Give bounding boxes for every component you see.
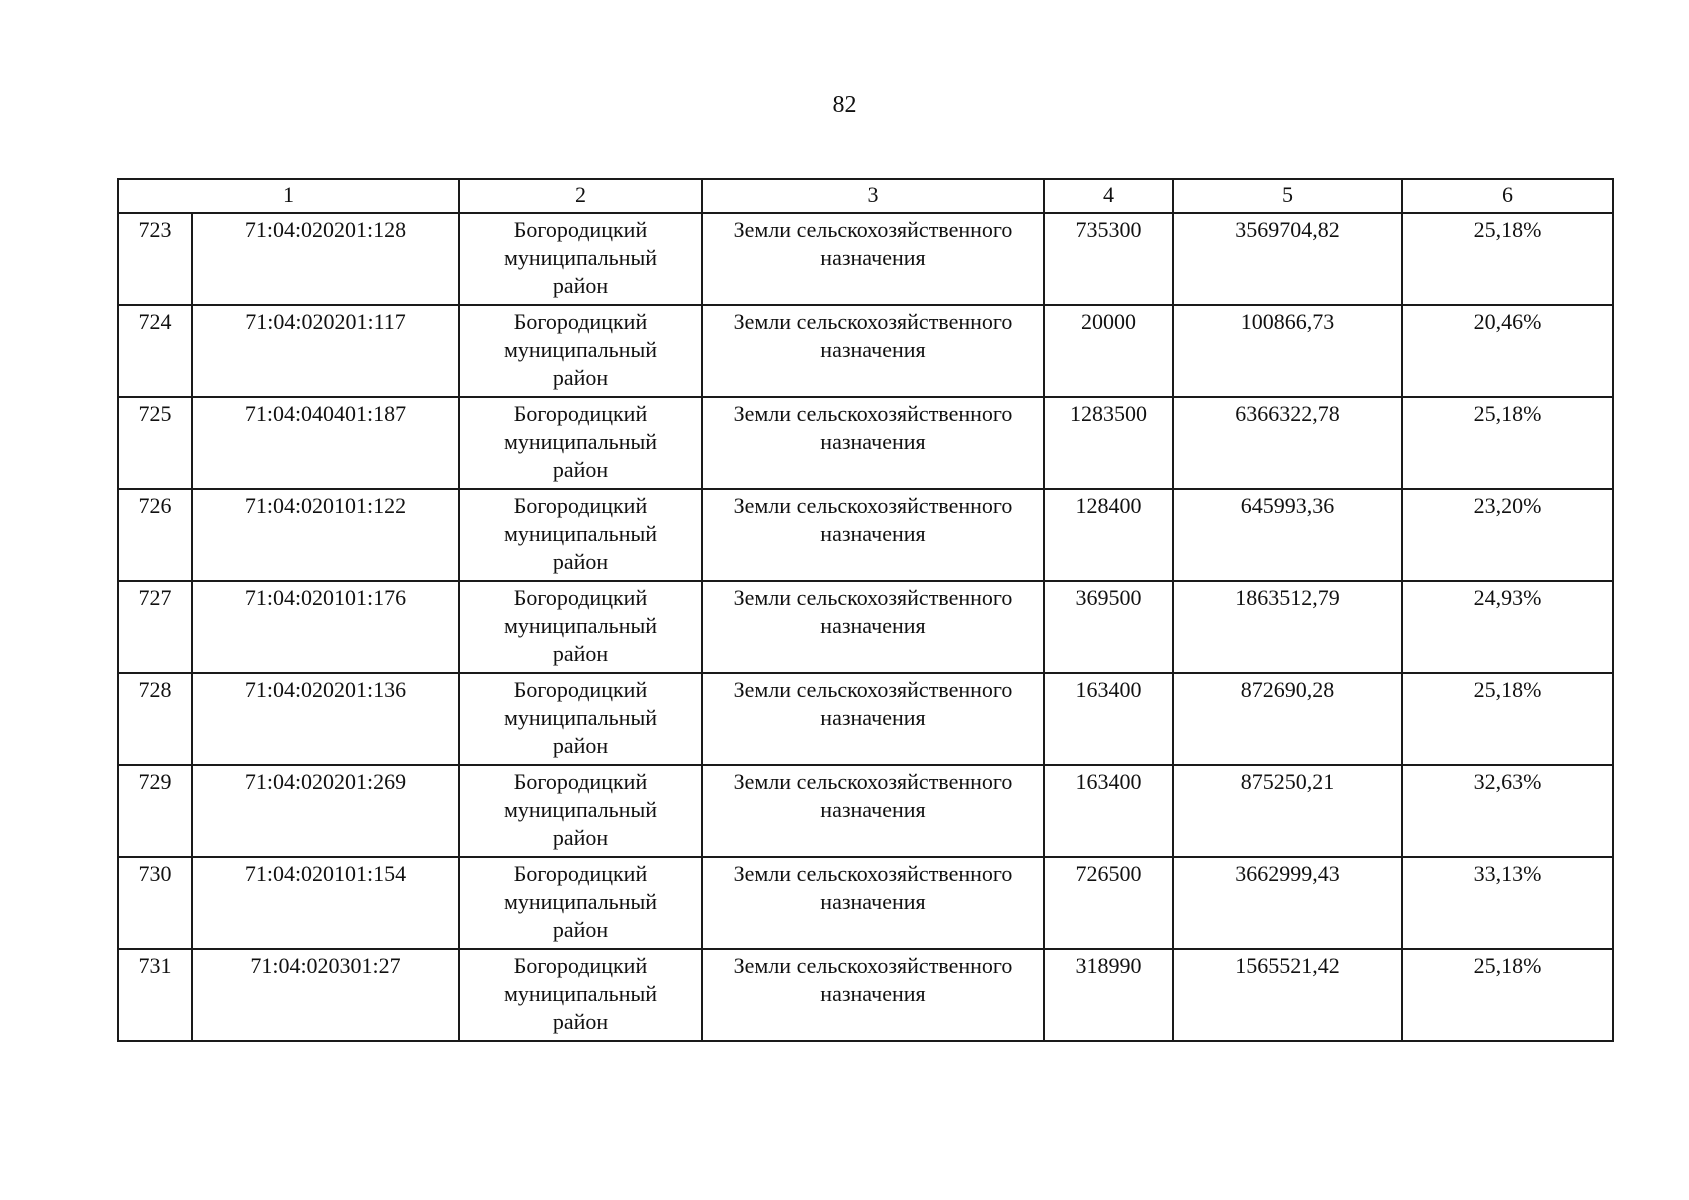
category-line: назначения bbox=[820, 429, 926, 454]
category-line: Земли сельскохозяйственного bbox=[733, 769, 1013, 794]
land-area: 369500 bbox=[1044, 581, 1173, 673]
cadastral-number: 71:04:020101:122 bbox=[192, 489, 459, 581]
district-line: муниципальный bbox=[503, 337, 658, 362]
district-line: муниципальный bbox=[503, 981, 658, 1006]
district-name bbox=[459, 305, 702, 397]
district-line: район bbox=[552, 365, 609, 390]
district-line: район bbox=[552, 457, 609, 482]
table-row bbox=[118, 581, 1613, 673]
land-category bbox=[702, 305, 1044, 397]
row-number: 725 bbox=[118, 397, 192, 489]
land-category bbox=[702, 673, 1044, 765]
category-line: Земли сельскохозяйственного bbox=[733, 309, 1013, 334]
category-line: Земли сельскохозяйственного bbox=[733, 861, 1013, 886]
land-category bbox=[702, 489, 1044, 581]
cadastral-value: 645993,36 bbox=[1173, 489, 1402, 581]
category-line: назначения bbox=[820, 797, 926, 822]
land-category bbox=[702, 765, 1044, 857]
row-number: 731 bbox=[118, 949, 192, 1041]
cadastral-number: 71:04:020201:128 bbox=[192, 213, 459, 305]
category-line: Земли сельскохозяйственного bbox=[733, 585, 1013, 610]
table-header bbox=[118, 179, 1613, 213]
district-line: район bbox=[552, 273, 609, 298]
percentage: 25,18% bbox=[1402, 213, 1613, 305]
header-col-1: 1 bbox=[118, 179, 459, 213]
district-line: муниципальный bbox=[503, 429, 658, 454]
table-row bbox=[118, 857, 1613, 949]
district-line: Богородицкий bbox=[513, 585, 648, 610]
header-col-5: 5 bbox=[1173, 179, 1402, 213]
cadastral-number: 71:04:020101:154 bbox=[192, 857, 459, 949]
category-line: Земли сельскохозяйственного bbox=[733, 217, 1013, 242]
district-line: муниципальный bbox=[503, 889, 658, 914]
header-col-4: 4 bbox=[1044, 179, 1173, 213]
district-line: район bbox=[552, 641, 609, 666]
category-line: Земли сельскохозяйственного bbox=[733, 677, 1013, 702]
district-name bbox=[459, 213, 702, 305]
table-row bbox=[118, 489, 1613, 581]
land-area: 163400 bbox=[1044, 765, 1173, 857]
district-line: район bbox=[552, 825, 609, 850]
land-registry-table bbox=[117, 178, 1614, 1042]
row-number: 723 bbox=[118, 213, 192, 305]
district-line: муниципальный bbox=[503, 705, 658, 730]
district-line: муниципальный bbox=[503, 797, 658, 822]
district-name bbox=[459, 581, 702, 673]
land-area: 726500 bbox=[1044, 857, 1173, 949]
land-category bbox=[702, 397, 1044, 489]
percentage: 25,18% bbox=[1402, 673, 1613, 765]
percentage: 33,13% bbox=[1402, 857, 1613, 949]
category-line: назначения bbox=[820, 521, 926, 546]
district-line: Богородицкий bbox=[513, 493, 648, 518]
land-category bbox=[702, 581, 1044, 673]
district-line: Богородицкий bbox=[513, 861, 648, 886]
row-number: 730 bbox=[118, 857, 192, 949]
district-line: район bbox=[552, 917, 609, 942]
land-category bbox=[702, 949, 1044, 1041]
row-number: 727 bbox=[118, 581, 192, 673]
land-area: 20000 bbox=[1044, 305, 1173, 397]
category-line: назначения bbox=[820, 705, 926, 730]
land-area: 163400 bbox=[1044, 673, 1173, 765]
district-line: Богородицкий bbox=[513, 769, 648, 794]
table-row bbox=[118, 397, 1613, 489]
district-name bbox=[459, 949, 702, 1041]
page-number: 82 bbox=[832, 92, 857, 118]
land-category bbox=[702, 857, 1044, 949]
percentage: 32,63% bbox=[1402, 765, 1613, 857]
category-line: назначения bbox=[820, 245, 926, 270]
cadastral-number: 71:04:020201:136 bbox=[192, 673, 459, 765]
district-line: Богородицкий bbox=[513, 677, 648, 702]
row-number: 728 bbox=[118, 673, 192, 765]
table-body bbox=[118, 213, 1613, 1041]
cadastral-value: 3662999,43 bbox=[1173, 857, 1402, 949]
category-line: назначения bbox=[820, 613, 926, 638]
land-area: 1283500 bbox=[1044, 397, 1173, 489]
percentage: 24,93% bbox=[1402, 581, 1613, 673]
table-row bbox=[118, 765, 1613, 857]
cadastral-number: 71:04:020201:269 bbox=[192, 765, 459, 857]
header-col-3: 3 bbox=[702, 179, 1044, 213]
district-line: Богородицкий bbox=[513, 309, 648, 334]
cadastral-value: 3569704,82 bbox=[1173, 213, 1402, 305]
district-line: район bbox=[552, 549, 609, 574]
table-row bbox=[118, 673, 1613, 765]
row-number: 724 bbox=[118, 305, 192, 397]
cadastral-value: 100866,73 bbox=[1173, 305, 1402, 397]
table-row bbox=[118, 213, 1613, 305]
percentage: 23,20% bbox=[1402, 489, 1613, 581]
category-line: Земли сельскохозяйственного bbox=[733, 953, 1013, 978]
land-category bbox=[702, 213, 1044, 305]
district-name bbox=[459, 765, 702, 857]
category-line: назначения bbox=[820, 337, 926, 362]
district-line: муниципальный bbox=[503, 521, 658, 546]
district-line: Богородицкий bbox=[513, 953, 648, 978]
percentage: 20,46% bbox=[1402, 305, 1613, 397]
district-line: муниципальный bbox=[503, 245, 658, 270]
header-col-2: 2 bbox=[459, 179, 702, 213]
header-col-6: 6 bbox=[1402, 179, 1613, 213]
cadastral-number: 71:04:020301:27 bbox=[192, 949, 459, 1041]
district-name bbox=[459, 489, 702, 581]
cadastral-value: 1863512,79 bbox=[1173, 581, 1402, 673]
cadastral-value: 872690,28 bbox=[1173, 673, 1402, 765]
cadastral-number: 71:04:020101:176 bbox=[192, 581, 459, 673]
header-row bbox=[118, 179, 1613, 213]
land-area: 128400 bbox=[1044, 489, 1173, 581]
district-name bbox=[459, 397, 702, 489]
category-line: Земли сельскохозяйственного bbox=[733, 401, 1013, 426]
cadastral-number: 71:04:040401:187 bbox=[192, 397, 459, 489]
district-line: Богородицкий bbox=[513, 401, 648, 426]
cadastral-value: 875250,21 bbox=[1173, 765, 1402, 857]
category-line: назначения bbox=[820, 981, 926, 1006]
land-area: 318990 bbox=[1044, 949, 1173, 1041]
row-number: 729 bbox=[118, 765, 192, 857]
district-line: район bbox=[552, 1009, 609, 1034]
table-row bbox=[118, 305, 1613, 397]
cadastral-number: 71:04:020201:117 bbox=[192, 305, 459, 397]
percentage: 25,18% bbox=[1402, 397, 1613, 489]
row-number: 726 bbox=[118, 489, 192, 581]
category-line: назначения bbox=[820, 889, 926, 914]
cadastral-value: 6366322,78 bbox=[1173, 397, 1402, 489]
district-line: Богородицкий bbox=[513, 217, 648, 242]
district-name bbox=[459, 673, 702, 765]
district-line: район bbox=[552, 733, 609, 758]
land-area: 735300 bbox=[1044, 213, 1173, 305]
category-line: Земли сельскохозяйственного bbox=[733, 493, 1013, 518]
district-line: муниципальный bbox=[503, 613, 658, 638]
table-row bbox=[118, 949, 1613, 1041]
cadastral-value: 1565521,42 bbox=[1173, 949, 1402, 1041]
percentage: 25,18% bbox=[1402, 949, 1613, 1041]
district-name bbox=[459, 857, 702, 949]
